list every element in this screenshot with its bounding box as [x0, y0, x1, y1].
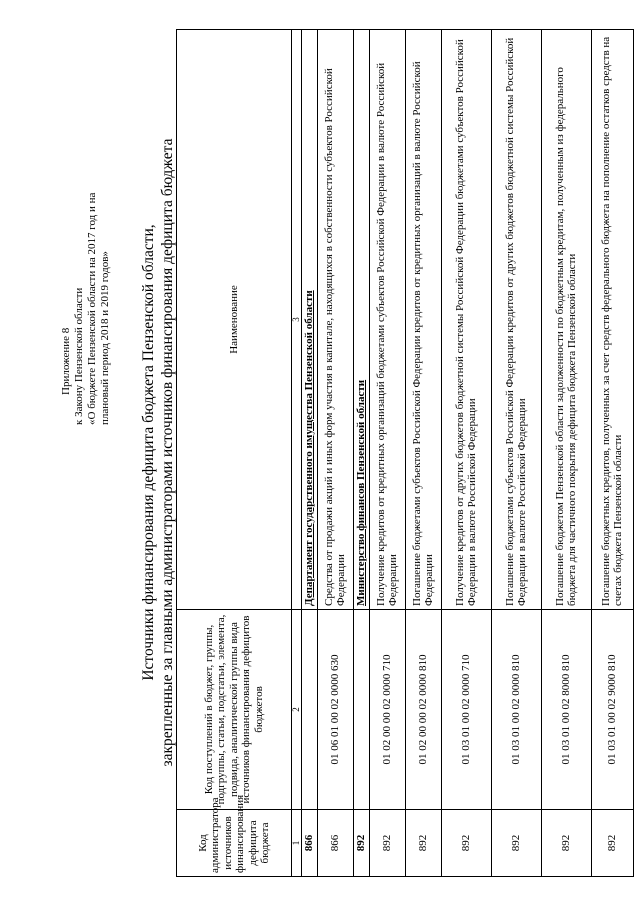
cell-name: Погашение бюджетами субъектов Российской Федерации кредитов от кредитных организаций в валюте Российской Федерации — [405, 30, 441, 610]
cell-revenue-code: 01 02 00 00 02 0000 710 — [369, 610, 405, 810]
cell-admin-code: 892 — [541, 810, 591, 877]
cell-admin-code: 866 — [302, 810, 318, 877]
sources-table — [176, 29, 634, 877]
cell-name: Получение кредитов от других бюджетов бюджетной системы Российской Федерации бюджетами субъектов Российской Федерации в валюте Российской Федерации — [441, 30, 491, 610]
cell-name: Погашение бюджетных кредитов, полученных за счет средств федерального бюджета на пополнение остатков средств на счетах бюджета Пензенской области — [591, 30, 633, 610]
header-name: Наименование — [177, 30, 292, 610]
table-header-row — [177, 30, 292, 877]
column-number-row — [292, 30, 302, 877]
cell-revenue-code: 01 03 01 00 02 8000 810 — [541, 610, 591, 810]
heading-line-1: Источники финансирования дефицита бюджета Пензенской области, — [140, 224, 157, 681]
appendix-block — [60, 45, 112, 425]
cell-revenue-code: 01 02 00 00 02 0000 810 — [405, 610, 441, 810]
cell-admin-code: 892 — [369, 810, 405, 877]
table-section-row — [353, 30, 369, 877]
document-heading — [139, 30, 177, 875]
appendix-title: Приложение 8 — [60, 327, 72, 395]
table-body — [302, 30, 634, 877]
header-admin-code: Код администратора источников финансирования дефицита бюджета — [177, 810, 292, 877]
table-row — [541, 30, 591, 877]
cell-revenue-code: 01 06 01 00 02 0000 630 — [317, 610, 353, 810]
cell-admin-code: 892 — [491, 810, 541, 877]
cell-revenue-code: 01 03 01 00 02 0000 810 — [491, 610, 541, 810]
cell-name: Погашение бюджетом Пензенской области задолженности по бюджетным кредитам, полученным из федерального бюджета для частичного покрытия дефицита бюджета Пензенской области — [541, 30, 591, 610]
header-revenue-code: Код поступлений в бюджет, группы, подгруппы, статьи, подстатьи, элемента, подвида, аналитической группы вида источников финансирования дефицитов бюджетов — [177, 610, 292, 810]
column-number: 2 — [292, 610, 302, 810]
column-number: 3 — [292, 30, 302, 610]
table-row — [591, 30, 633, 877]
cell-name: Получение кредитов от кредитных организаций бюджетами субъектов Российской Федерации в валюте Российской Федерации — [369, 30, 405, 610]
cell-admin-code: 892 — [591, 810, 633, 877]
cell-revenue-code — [353, 610, 369, 810]
cell-revenue-code: 01 03 01 00 02 9000 810 — [591, 610, 633, 810]
table-section-row — [302, 30, 318, 877]
cell-admin-code: 892 — [405, 810, 441, 877]
table-row — [441, 30, 491, 877]
appendix-line: «О бюджете Пензенской области на 2017 год и на — [86, 192, 98, 425]
cell-admin-code: 892 — [353, 810, 369, 877]
table-row — [405, 30, 441, 877]
appendix-line: плановый период 2018 и 2019 годов» — [99, 251, 111, 425]
cell-admin-code: 892 — [441, 810, 491, 877]
cell-name: Министерство финансов Пензенской области — [353, 30, 369, 610]
cell-name: Департамент государственного имущества Пензенской области — [302, 30, 318, 610]
cell-name: Средства от продажи акций и иных форм участия в капитале, находящихся в собственности субъектов Российской Федерации — [317, 30, 353, 610]
cell-revenue-code: 01 03 01 00 02 0000 710 — [441, 610, 491, 810]
column-number: 1 — [292, 810, 302, 877]
heading-line-2: закрепленные за главными администраторами источников финансирования дефицита бюджета — [159, 138, 176, 767]
cell-admin-code: 866 — [317, 810, 353, 877]
table-row — [491, 30, 541, 877]
appendix-line: к Закону Пензенской области — [73, 287, 85, 425]
cell-revenue-code — [302, 610, 318, 810]
cell-name: Погашение бюджетами субъектов Российской Федерации кредитов от других бюджетов бюджетной системы Российской Федерации в валюте Российской Федерации — [491, 30, 541, 610]
table-row — [369, 30, 405, 877]
table-row — [317, 30, 353, 877]
